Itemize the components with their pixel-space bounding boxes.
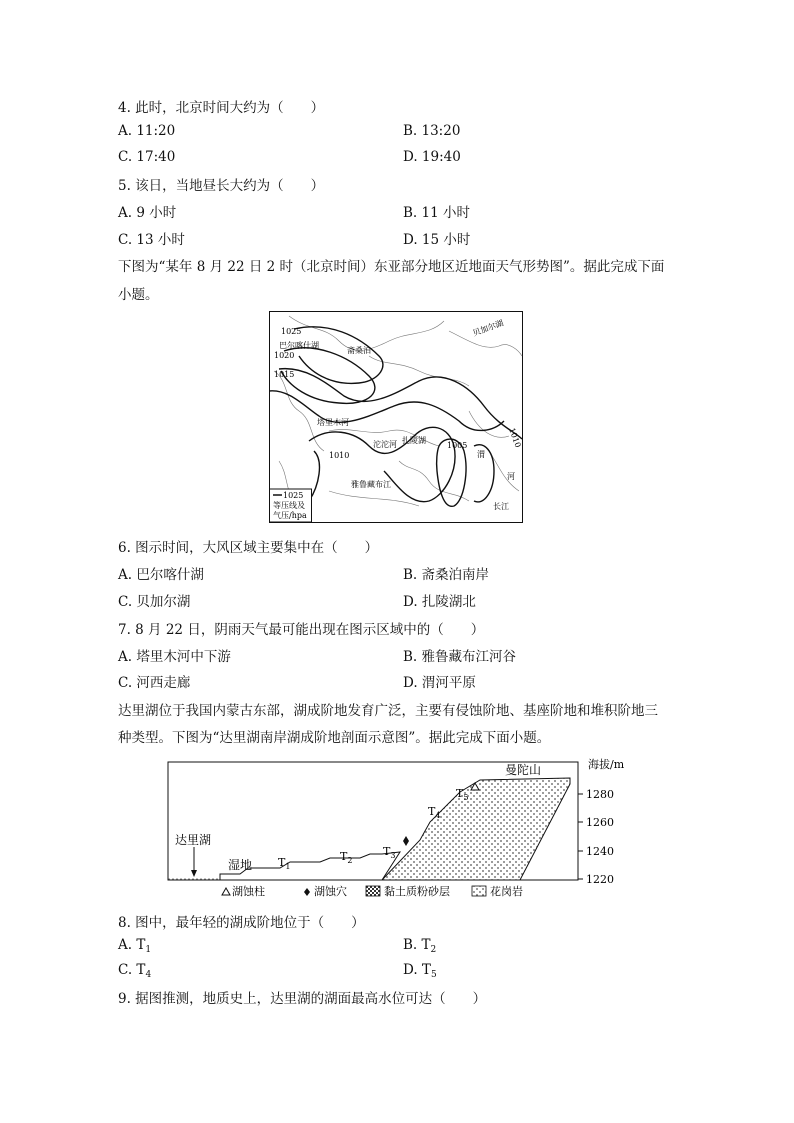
label-zhaling: 扎陵湖: [402, 436, 426, 445]
q9-stem: 9. 据图推测，地质史上，达里湖的湖面最高水位可达（ ）: [118, 991, 487, 1007]
legend-silt: 黏土质粉砂层: [384, 885, 450, 898]
terrace-profile: [160, 752, 640, 902]
q5-option-b: B. 11 小时: [403, 205, 470, 221]
legend-value: 1025: [283, 491, 304, 500]
q7-option-a: A. 塔里木河中下游: [118, 649, 231, 665]
label-lake: 达里湖: [175, 833, 212, 847]
label-bayan: 巴尔喀什湖: [279, 341, 319, 350]
q6-option-a: A. 巴尔喀什湖: [118, 567, 204, 583]
label-zaisang: 斋桑泊: [347, 346, 371, 355]
q7-option-b: B. 雅鲁藏布江河谷: [403, 649, 517, 665]
q6-option-c: C. 贝加尔湖: [118, 594, 191, 610]
isobar-1015: 1015: [274, 370, 295, 379]
q8-option-a: A. $T_1$: [118, 937, 152, 955]
q6-option-d: D. 扎陵湖北: [403, 594, 476, 610]
intro2-line2: 种类型。下图为“达里湖南岸湖成阶地剖面示意图”。据此完成下面小题。: [118, 730, 551, 746]
tick-1260: 1260: [586, 816, 614, 829]
intro1-line1: 下图为“某年 8 月 22 日 2 时（北京时间）东亚部分地区近地面天气形势图”。据此完成下面: [118, 259, 665, 275]
weather-map: [269, 311, 523, 523]
q5-stem: 5. 该日，当地昼长大约为（ ）: [118, 178, 325, 194]
q8-option-d: D. $T_5$: [403, 962, 437, 980]
legend-line1: 等压线及: [273, 501, 305, 510]
legend-line2: 气压/hpa: [273, 511, 307, 520]
q8-option-b: B. $T_2$: [403, 937, 437, 955]
label-mountain: 曼陀山: [505, 763, 542, 777]
q8-option-c: C. $T_4$: [118, 962, 152, 980]
isobar-1010-left: 1010: [329, 451, 350, 460]
isobar-1010-right: 1010: [507, 426, 523, 449]
q4-option-a: A. 11:20: [118, 123, 176, 139]
isobar-1025: 1025: [281, 327, 302, 336]
label-tarim: 塔里木河: [317, 418, 349, 427]
q4-option-c: C. 17:40: [118, 149, 176, 165]
isobar-1005: 1005: [447, 441, 468, 450]
terrace-t2: $T_2$: [340, 850, 353, 865]
isobar-1020: 1020: [274, 351, 295, 360]
label-baikal: 贝加尔湖: [471, 318, 505, 338]
label-tuotuo: 沱沱河: [373, 440, 397, 449]
tick-1220: 1220: [586, 873, 614, 886]
intro2-line1: 达里湖位于我国内蒙古东部，湖成阶地发育广泛，主要有侵蚀阶地、基座阶地和堆积阶地三: [118, 703, 658, 719]
label-he: 河: [507, 472, 515, 481]
q4-option-b: B. 13:20: [403, 123, 461, 139]
q5-option-c: C. 13 小时: [118, 232, 185, 248]
label-wei: 渭: [477, 450, 485, 459]
terrace-t3: $T_3$: [383, 845, 396, 860]
q5-option-a: A. 9 小时: [118, 205, 177, 221]
tick-1240: 1240: [586, 845, 614, 858]
legend-granite: 花岗岩: [490, 885, 523, 898]
q7-option-c: C. 河西走廊: [118, 675, 191, 691]
q6-stem: 6. 图示时间，大风区域主要集中在（ ）: [118, 540, 379, 556]
q4-stem: 4. 此时，北京时间大约为（ ）: [118, 100, 325, 116]
legend-cave: 湖蚀穴: [314, 885, 347, 898]
terrace-t5: $T_5$: [456, 787, 469, 802]
terrace-t1: $T_1$: [278, 856, 291, 871]
q7-option-d: D. 渭河平原: [403, 675, 476, 691]
intro1-line2: 小题。: [118, 287, 159, 303]
q6-option-b: B. 斋桑泊南岸: [403, 567, 490, 583]
label-changjiang: 长江: [493, 502, 509, 511]
q4-option-d: D. 19:40: [403, 149, 461, 165]
terrace-t4: $T_4$: [428, 805, 441, 820]
q5-option-d: D. 15 小时: [403, 232, 471, 248]
tick-1280: 1280: [586, 788, 614, 801]
q7-stem: 7. 8 月 22 日，阴雨天气最可能出现在图示区域中的（ ）: [118, 622, 485, 638]
label-yarlung: 雅鲁藏布江: [351, 480, 391, 489]
axis-title: 海拔/m: [588, 758, 625, 771]
legend-pillar: 湖蚀柱: [232, 885, 265, 898]
label-wetland: 湿地: [228, 858, 253, 872]
q8-stem: 8. 图中，最年轻的湖成阶地位于（ ）: [118, 915, 365, 931]
